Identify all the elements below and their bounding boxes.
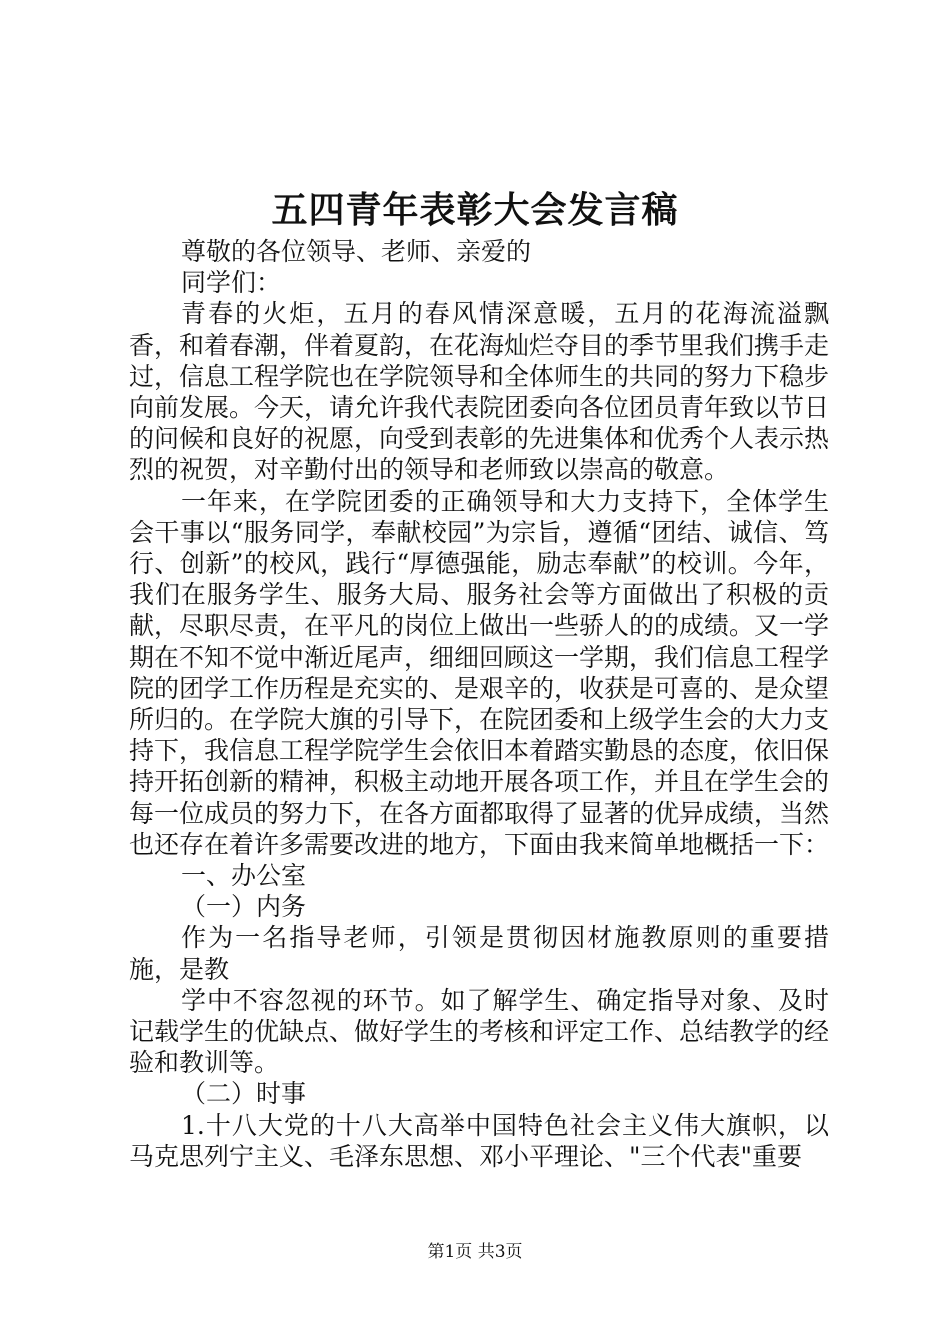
paragraph-teaching: 学中不容忽视的环节。如了解学生、确定指导对象、及时记载学生的优缺点、做好学生的考核和评定工作、总结教学的经验和教训等。 xyxy=(129,985,830,1078)
document-title: 五四青年表彰大会发言稿 xyxy=(271,189,679,231)
salutation-line-2: 同学们： xyxy=(181,268,282,298)
paragraph-advisor: 作为一名指导老师，引领是贯彻因材施教原则的重要措施，是教 xyxy=(129,923,829,984)
page-footer: 第1页 共3页 xyxy=(427,1242,523,1262)
section-heading-office: 一、办公室 xyxy=(181,861,307,891)
subsection-heading-internal: （一）内务 xyxy=(181,892,307,922)
paragraph-congress: 1.十八大党的十八大高举中国特色社会主义伟大旗帜，以马克思列宁主义、毛泽东思想、邓小平理论、"三个代表"重要 xyxy=(129,1110,829,1171)
paragraph-opening: 青春的火炬，五月的春风情深意暖，五月的花海流溢飘香，和着春潮，伴着夏韵，在花海灿烂夺目的季节里我们携手走过，信息工程学院也在学院领导和全体师生的共同的努力下稳步向前发展。今天，请允许我代表院团委向各位团员青年致以节日的问候和良好的祝愿，向受到表彰的先进集体和优秀个人表示热烈的祝贺，对辛勤付出的领导和老师致以崇高的敬意。 xyxy=(129,299,830,485)
document-body xyxy=(129,236,829,1172)
salutation-line-1: 尊敬的各位领导、老师、亲爱的 xyxy=(181,237,532,266)
paragraph-review: 一年来，在学院团委的正确领导和大力支持下，全体学生会干事以“服务同学，奉献校园”为宗旨，遵循“团结、诚信、笃行、创新”的校风，践行“厚德强能，励志奉献”的校训。今年，我们在服务学生、服务大局、服务社会等方面做出了积极的贡献，尽职尽责，在平凡的岗位上做出一些骄人的的成绩。又一学期在不知不觉中渐近尾声，细细回顾这一学期，我们信息工程学院的团学工作历程是充实的、是艰辛的，收获是可喜的、是众望所归的。在学院大旗的引导下，在院团委和上级学生会的大力支持下，我信息工程学院学生会依旧本着踏实勤恳的态度，依旧保持开拓创新的精神，积极主动地开展各项工作，并且在学生会的每一位成员的努力下，在各方面都取得了显著的优异成绩，当然也还存在着许多需要改进的地方，下面由我来简单地概括一下： xyxy=(129,486,830,859)
subsection-heading-current-affairs: （二）时事 xyxy=(181,1079,307,1109)
